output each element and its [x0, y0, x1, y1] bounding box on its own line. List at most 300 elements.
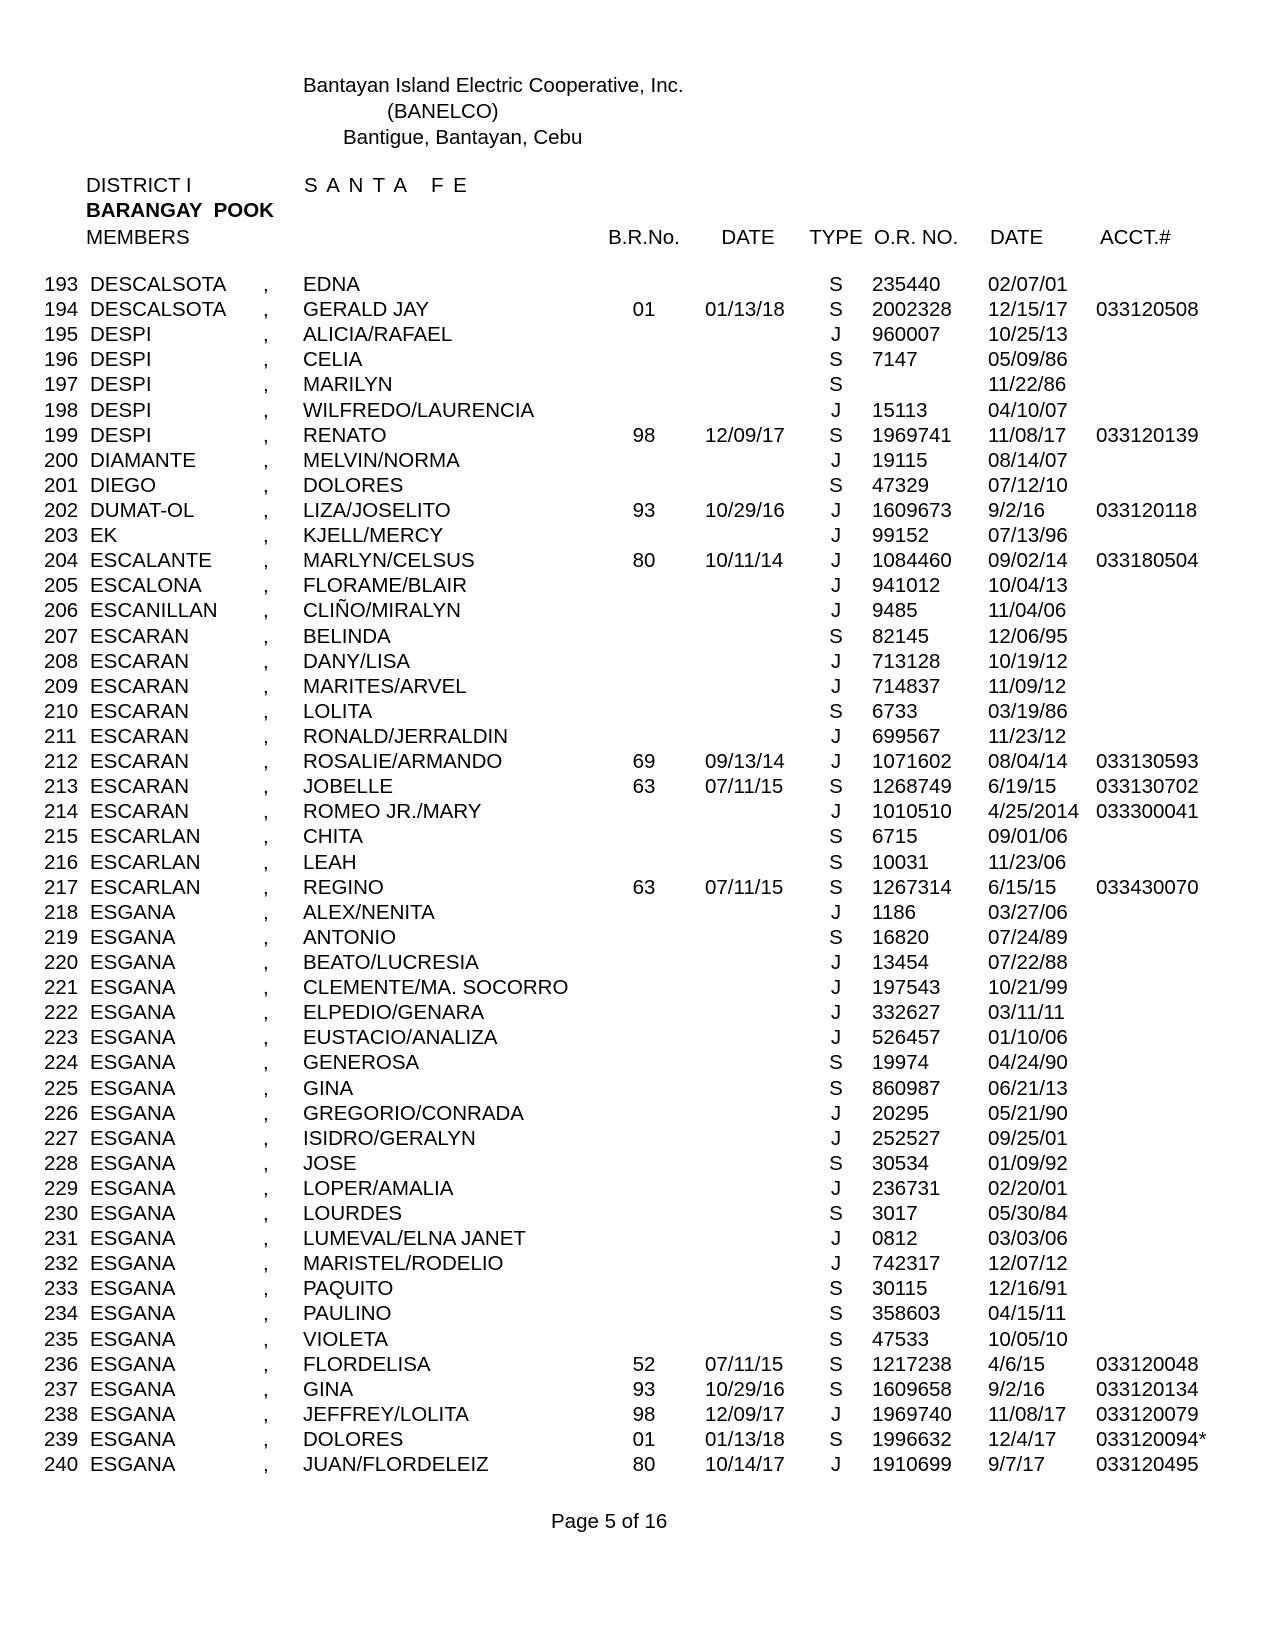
members-header: MEMBERS: [86, 226, 190, 249]
member-number: 235: [44, 1327, 79, 1351]
col-header-acct: ACCT.#: [1100, 226, 1171, 249]
table-row: [0, 1101, 1275, 1126]
comma: ,: [263, 323, 269, 347]
member-surname: ESCARAN: [90, 724, 190, 748]
comma: ,: [263, 674, 269, 698]
member-number: 227: [44, 1126, 79, 1150]
comma: ,: [263, 775, 269, 799]
member-type: S: [829, 1076, 843, 1100]
member-type: J: [830, 498, 842, 522]
acct-no: 033120495: [1096, 1453, 1199, 1477]
member-type: S: [829, 373, 843, 397]
member-number: 222: [44, 1001, 79, 1025]
comma: ,: [263, 1227, 269, 1251]
table-row: [0, 850, 1275, 875]
br-no: 63: [632, 775, 656, 799]
member-surname: DIEGO: [90, 473, 157, 497]
or-date: 09/25/01: [988, 1126, 1068, 1150]
member-given-name: RONALD/JERRALDIN: [303, 724, 509, 748]
member-given-name: LOPER/AMALIA: [303, 1176, 454, 1200]
member-surname: ESCARAN: [90, 624, 190, 648]
member-number: 220: [44, 950, 79, 974]
member-type: J: [830, 1402, 842, 1426]
member-given-name: MELVIN/NORMA: [303, 448, 460, 472]
member-type: S: [829, 1202, 843, 1226]
member-type: S: [829, 699, 843, 723]
member-number: 194: [44, 298, 79, 322]
acct-no: 033120134: [1096, 1377, 1199, 1401]
member-type: J: [830, 649, 842, 673]
member-number: 209: [44, 674, 79, 698]
member-number: 229: [44, 1176, 79, 1200]
member-surname: ESCARAN: [90, 674, 190, 698]
or-date: 03/03/06: [988, 1227, 1068, 1251]
member-given-name: JUAN/FLORDELEIZ: [303, 1453, 489, 1477]
comma: ,: [263, 398, 269, 422]
table-row: [0, 1176, 1275, 1201]
or-no: 699567: [872, 724, 941, 748]
member-type: J: [830, 524, 842, 548]
member-number: 223: [44, 1026, 79, 1050]
table-header-row: [0, 225, 1275, 251]
table-row: [0, 925, 1275, 950]
comma: ,: [263, 423, 269, 447]
member-type: J: [830, 323, 842, 347]
table-row: [0, 1251, 1275, 1276]
br-date: 07/11/15: [705, 775, 784, 799]
table-row: [0, 1050, 1275, 1075]
member-type: S: [829, 1428, 843, 1452]
member-number: 201: [44, 473, 79, 497]
member-number: 232: [44, 1252, 79, 1276]
comma: ,: [263, 1352, 269, 1376]
table-row: [0, 699, 1275, 724]
comma: ,: [263, 574, 269, 598]
member-given-name: BELINDA: [303, 624, 391, 648]
member-given-name: GENEROSA: [303, 1051, 420, 1075]
comma: ,: [263, 1277, 269, 1301]
or-no: 1268749: [872, 775, 952, 799]
member-given-name: FLORAME/BLAIR: [303, 574, 468, 598]
or-date: 04/15/11: [988, 1302, 1067, 1326]
acct-no: 033180504: [1096, 549, 1199, 573]
or-date: 07/24/89: [988, 925, 1068, 949]
or-no: 1217238: [872, 1352, 952, 1376]
company-address: Bantigue, Bantayan, Cebu: [343, 126, 583, 149]
table-row: [0, 1452, 1275, 1477]
member-surname: ESGANA: [90, 1026, 176, 1050]
or-date: 11/04/06: [988, 599, 1067, 623]
member-number: 207: [44, 624, 79, 648]
table-row: [0, 975, 1275, 1000]
member-type: J: [830, 574, 842, 598]
member-given-name: CLEMENTE/MA. SOCORRO: [303, 976, 569, 1000]
or-date: 05/09/86: [988, 348, 1068, 372]
or-date: 11/08/17: [988, 1402, 1067, 1426]
col-header-brno: B.R.No.: [608, 226, 680, 249]
member-type: J: [830, 750, 842, 774]
or-date: 03/27/06: [988, 900, 1068, 924]
member-type: S: [829, 1051, 843, 1075]
member-type: J: [830, 1453, 842, 1477]
comma: ,: [263, 498, 269, 522]
br-date: 09/13/14: [705, 750, 785, 774]
br-date: 01/13/18: [705, 298, 785, 322]
or-no: 16820: [872, 925, 930, 949]
table-row: [0, 272, 1275, 297]
table-row: [0, 1427, 1275, 1452]
comma: ,: [263, 1101, 269, 1125]
or-no: 2002328: [872, 298, 952, 322]
member-surname: ESGANA: [90, 1352, 176, 1376]
or-no: 960007: [872, 323, 941, 347]
member-number: 204: [44, 549, 79, 573]
col-header-date1: DATE: [721, 226, 775, 249]
comma: ,: [263, 1001, 269, 1025]
comma: ,: [263, 1176, 269, 1200]
or-date: 11/09/12: [988, 674, 1067, 698]
br-date: 12/09/17: [705, 1402, 785, 1426]
or-date: 12/16/91: [988, 1277, 1068, 1301]
comma: ,: [263, 273, 269, 296]
member-given-name: MARLYN/CELSUS: [303, 549, 475, 573]
comma: ,: [263, 750, 269, 774]
comma: ,: [263, 524, 269, 548]
br-date: 10/14/17: [705, 1453, 785, 1477]
district-value: S A N T A F E: [304, 174, 469, 197]
member-number: 239: [44, 1428, 79, 1452]
acct-no: 033120139: [1096, 423, 1199, 447]
member-number: 230: [44, 1202, 79, 1226]
member-surname: ESGANA: [90, 900, 176, 924]
or-date: 03/11/11: [988, 1001, 1065, 1025]
comma: ,: [263, 800, 269, 824]
or-date: 11/08/17: [988, 423, 1067, 447]
or-no: 714837: [872, 674, 941, 698]
or-date: 11/22/86: [988, 373, 1067, 397]
table-row: [0, 573, 1275, 598]
or-date: 09/01/06: [988, 825, 1068, 849]
comma: ,: [263, 373, 269, 397]
acct-no: 033120508: [1096, 298, 1199, 322]
member-type: J: [830, 599, 842, 623]
member-number: 210: [44, 699, 79, 723]
member-number: 196: [44, 348, 79, 372]
member-number: 208: [44, 649, 79, 673]
or-no: 20295: [872, 1101, 930, 1125]
or-date: 02/07/01: [988, 273, 1068, 296]
table-row: [0, 674, 1275, 699]
comma: ,: [263, 1051, 269, 1075]
member-number: 218: [44, 900, 79, 924]
or-no: 6733: [872, 699, 918, 723]
comma: ,: [263, 1377, 269, 1401]
table-row: [0, 749, 1275, 774]
table-row: [0, 649, 1275, 674]
member-type: S: [829, 473, 843, 497]
or-no: 3017: [872, 1202, 918, 1226]
comma: ,: [263, 925, 269, 949]
comma: ,: [263, 549, 269, 573]
member-type: J: [830, 398, 842, 422]
or-no: 13454: [872, 950, 930, 974]
member-type: J: [830, 724, 842, 748]
or-no: 235440: [872, 273, 941, 296]
br-no: 80: [632, 549, 656, 573]
member-type: J: [830, 900, 842, 924]
member-number: 202: [44, 498, 79, 522]
table-row: [0, 1327, 1275, 1352]
member-given-name: VIOLETA: [303, 1327, 389, 1351]
member-type: J: [830, 1001, 842, 1025]
member-given-name: ALEX/NENITA: [303, 900, 435, 924]
member-number: 219: [44, 925, 79, 949]
member-surname: ESGANA: [90, 1176, 176, 1200]
or-date: 10/21/99: [988, 976, 1068, 1000]
or-date: 9/2/16: [988, 498, 1045, 522]
member-surname: ESCARAN: [90, 699, 190, 723]
member-type: S: [829, 348, 843, 372]
member-surname: ESGANA: [90, 1428, 176, 1452]
or-date: 05/21/90: [988, 1101, 1068, 1125]
member-surname: ESGANA: [90, 1402, 176, 1426]
br-date: 07/11/15: [705, 875, 784, 899]
br-no: 01: [632, 1428, 656, 1452]
comma: ,: [263, 900, 269, 924]
or-no: 1609658: [872, 1377, 952, 1401]
member-given-name: LUMEVAL/ELNA JANET: [303, 1227, 526, 1251]
br-no: 93: [632, 498, 656, 522]
member-number: 215: [44, 825, 79, 849]
member-type: S: [829, 298, 843, 322]
or-date: 12/15/17: [988, 298, 1068, 322]
table-row: [0, 448, 1275, 473]
member-type: J: [830, 800, 842, 824]
member-number: 203: [44, 524, 79, 548]
member-surname: ESGANA: [90, 1453, 176, 1477]
table-row: [0, 900, 1275, 925]
member-number: 217: [44, 875, 79, 899]
table-row: [0, 1226, 1275, 1251]
acct-no: 033120118: [1096, 498, 1198, 522]
table-row: [0, 523, 1275, 548]
col-header-type: TYPE: [809, 226, 863, 249]
table-row: [0, 799, 1275, 824]
barangay-title: BARANGAY POOK: [86, 199, 274, 222]
or-date: 4/6/15: [988, 1352, 1045, 1376]
or-no: 19974: [872, 1051, 930, 1075]
or-date: 12/06/95: [988, 624, 1068, 648]
table-row: [0, 598, 1275, 623]
table-row: [0, 423, 1275, 448]
acct-no: 033130593: [1096, 750, 1199, 774]
or-date: 10/25/13: [988, 323, 1068, 347]
comma: ,: [263, 1151, 269, 1175]
member-surname: ESGANA: [90, 1252, 176, 1276]
member-given-name: LEAH: [303, 850, 357, 874]
table-row: [0, 322, 1275, 347]
or-date: 11/23/06: [988, 850, 1067, 874]
or-no: 0812: [872, 1227, 918, 1251]
member-type: S: [829, 925, 843, 949]
comma: ,: [263, 473, 269, 497]
member-given-name: ANTONIO: [303, 925, 397, 949]
member-surname: ESCARAN: [90, 649, 190, 673]
comma: ,: [263, 1453, 269, 1477]
table-row: [0, 498, 1275, 523]
member-number: 205: [44, 574, 79, 598]
member-surname: ESGANA: [90, 1277, 176, 1301]
member-surname: ESGANA: [90, 1302, 176, 1326]
or-date: 9/2/16: [988, 1377, 1045, 1401]
member-number: 199: [44, 423, 79, 447]
or-date: 04/24/90: [988, 1051, 1068, 1075]
or-date: 07/22/88: [988, 950, 1068, 974]
member-number: 226: [44, 1101, 79, 1125]
member-number: 224: [44, 1051, 79, 1075]
or-no: 99152: [872, 524, 930, 548]
or-no: 1010510: [872, 800, 952, 824]
or-date: 04/10/07: [988, 398, 1068, 422]
or-no: 82145: [872, 624, 930, 648]
or-date: 06/21/13: [988, 1076, 1068, 1100]
br-date: 10/11/14: [705, 549, 784, 573]
or-no: 1186: [872, 900, 917, 924]
comma: ,: [263, 1252, 269, 1276]
or-no: 860987: [872, 1076, 941, 1100]
or-no: 1996632: [872, 1428, 952, 1452]
member-surname: ESCALANTE: [90, 549, 212, 573]
member-number: 195: [44, 323, 79, 347]
member-surname: ESGANA: [90, 1327, 176, 1351]
table-row: [0, 398, 1275, 423]
member-number: 193: [44, 273, 79, 296]
member-type: S: [829, 875, 843, 899]
or-no: 526457: [872, 1026, 941, 1050]
member-number: 234: [44, 1302, 79, 1326]
member-type: J: [830, 950, 842, 974]
member-given-name: EUSTACIO/ANALIZA: [303, 1026, 498, 1050]
member-surname: ESGANA: [90, 1051, 176, 1075]
member-given-name: WILFREDO/LAURENCIA: [303, 398, 535, 422]
comma: ,: [263, 599, 269, 623]
or-date: 10/05/10: [988, 1327, 1068, 1351]
br-no: 01: [632, 298, 656, 322]
member-surname: ESGANA: [90, 1377, 176, 1401]
member-surname: DESPI: [90, 398, 152, 422]
member-type: S: [829, 1377, 843, 1401]
comma: ,: [263, 1076, 269, 1100]
comma: ,: [263, 699, 269, 723]
or-date: 12/4/17: [988, 1428, 1057, 1452]
comma: ,: [263, 875, 269, 899]
member-surname: ESGANA: [90, 1202, 176, 1226]
or-date: 09/02/14: [988, 549, 1068, 573]
member-surname: DESPI: [90, 323, 152, 347]
member-surname: ESCARLAN: [90, 825, 201, 849]
member-type: S: [829, 273, 843, 296]
or-date: 08/04/14: [988, 750, 1068, 774]
or-no: 1267314: [872, 875, 952, 899]
member-number: 238: [44, 1402, 79, 1426]
table-row: [0, 875, 1275, 900]
comma: ,: [263, 348, 269, 372]
member-type: J: [830, 549, 842, 573]
member-number: 221: [44, 976, 79, 1000]
member-number: 211: [44, 724, 77, 748]
or-no: 1969741: [872, 423, 952, 447]
member-given-name: LOLITA: [303, 699, 373, 723]
table-row: [0, 1126, 1275, 1151]
or-no: 10031: [872, 850, 930, 874]
member-surname: ESCARAN: [90, 800, 190, 824]
member-surname: ESCARLAN: [90, 875, 201, 899]
member-surname: DESCALSOTA: [90, 273, 227, 296]
member-given-name: LIZA/JOSELITO: [303, 498, 451, 522]
member-surname: ESGANA: [90, 1126, 176, 1150]
member-surname: ESGANA: [90, 1076, 176, 1100]
member-surname: DESPI: [90, 373, 152, 397]
member-surname: ESCARAN: [90, 750, 190, 774]
member-surname: DESCALSOTA: [90, 298, 227, 322]
comma: ,: [263, 1126, 269, 1150]
br-no: 69: [632, 750, 656, 774]
member-given-name: GINA: [303, 1377, 354, 1401]
member-surname: DESPI: [90, 348, 152, 372]
member-given-name: GERALD JAY: [303, 298, 430, 322]
or-date: 01/09/92: [988, 1151, 1068, 1175]
comma: ,: [263, 1202, 269, 1226]
member-number: 240: [44, 1453, 79, 1477]
member-given-name: MARISTEL/RODELIO: [303, 1252, 504, 1276]
br-no: 98: [632, 423, 656, 447]
member-number: 228: [44, 1151, 79, 1175]
comma: ,: [263, 950, 269, 974]
member-given-name: ROSALIE/ARMANDO: [303, 750, 503, 774]
or-date: 08/14/07: [988, 448, 1068, 472]
member-number: 225: [44, 1076, 79, 1100]
comma: ,: [263, 298, 269, 322]
member-surname: EK: [90, 524, 118, 548]
member-given-name: EDNA: [303, 273, 360, 296]
or-no: 236731: [872, 1176, 941, 1200]
member-surname: DESPI: [90, 423, 152, 447]
comma: ,: [263, 1327, 269, 1351]
member-surname: ESGANA: [90, 1101, 176, 1125]
member-number: 198: [44, 398, 79, 422]
member-type: S: [829, 775, 843, 799]
or-no: 1910699: [872, 1453, 952, 1477]
or-no: 1969740: [872, 1402, 952, 1426]
or-no: 332627: [872, 1001, 941, 1025]
comma: ,: [263, 649, 269, 673]
or-no: 15113: [872, 398, 928, 422]
member-type: S: [829, 423, 843, 447]
or-no: 358603: [872, 1302, 941, 1326]
table-row: [0, 1377, 1275, 1402]
member-given-name: MARILYN: [303, 373, 393, 397]
or-no: 7147: [872, 348, 918, 372]
member-type: J: [830, 1126, 842, 1150]
member-type: J: [830, 1026, 842, 1050]
member-given-name: BEATO/LUCRESIA: [303, 950, 479, 974]
br-no: 93: [632, 1377, 656, 1401]
member-given-name: LOURDES: [303, 1202, 403, 1226]
acct-no: 033120094*: [1096, 1428, 1207, 1452]
or-no: 1071602: [872, 750, 952, 774]
member-type: J: [830, 1176, 842, 1200]
member-surname: ESGANA: [90, 1151, 176, 1175]
